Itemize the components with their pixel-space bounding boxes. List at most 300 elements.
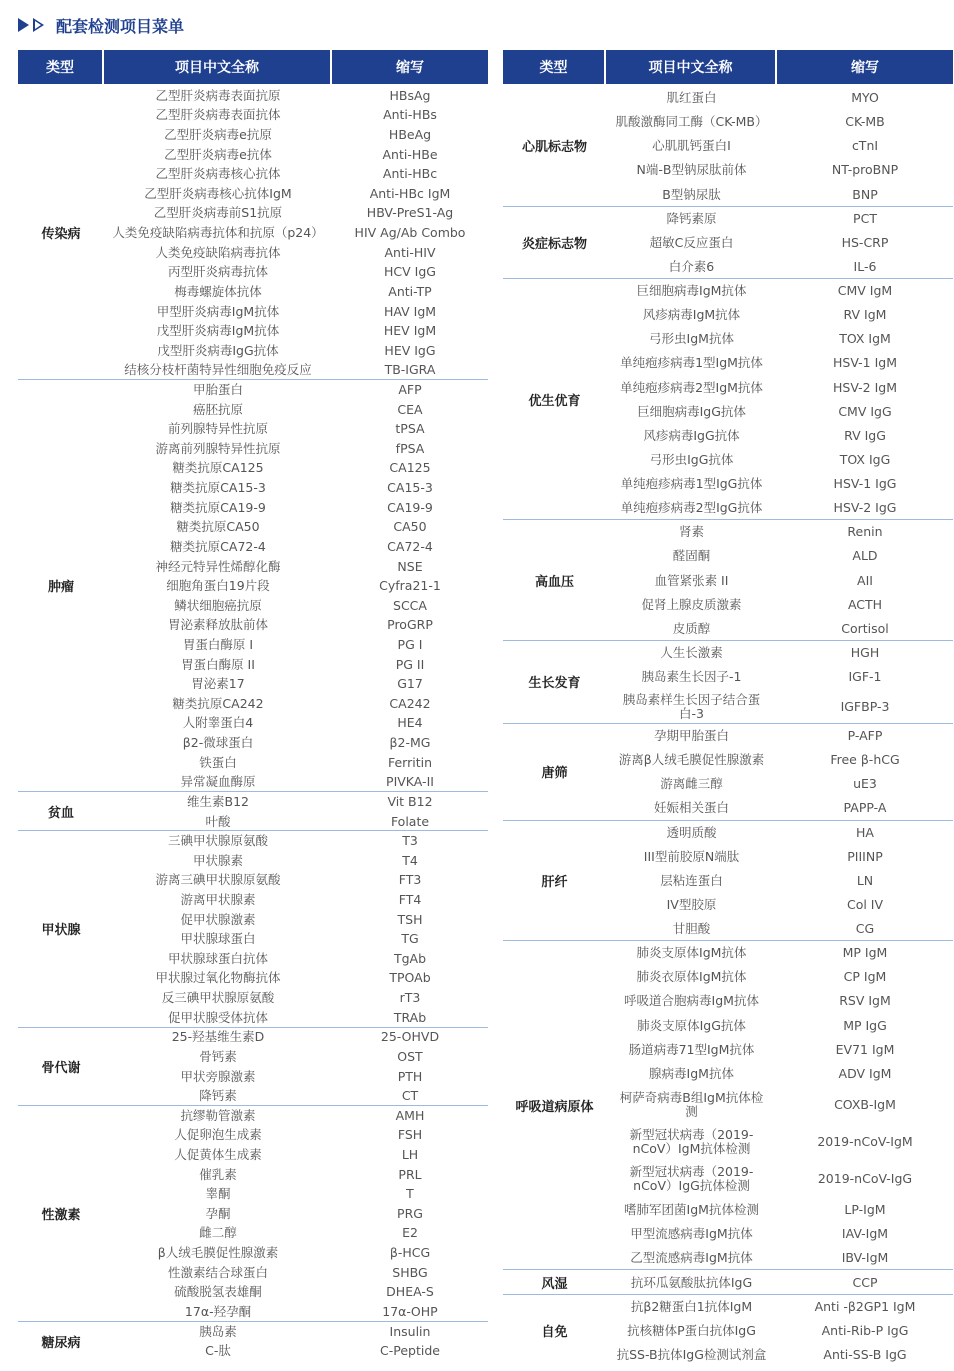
test-name: 胃泌素释放肽前体 <box>167 617 268 633</box>
test-name: 腺病毒IgM抗体 <box>649 1065 734 1081</box>
category-group <box>18 380 488 792</box>
test-abbr: PRG <box>397 1205 423 1221</box>
table-row <box>104 263 488 283</box>
table-row <box>606 869 953 893</box>
test-abbr: TOX IgM <box>839 331 891 347</box>
test-name: 肾素 <box>678 524 704 540</box>
test-abbr: tPSA <box>395 421 425 437</box>
test-name: 妊娠相关蛋白 <box>653 800 729 816</box>
table-row <box>606 989 953 1013</box>
test-abbr: PAPP-A <box>843 800 887 816</box>
table-row <box>104 1067 488 1087</box>
table-row <box>104 223 488 243</box>
table-row <box>606 748 953 772</box>
test-name: 甲状腺过氧化物酶抗体 <box>155 970 281 986</box>
test-name: 雌二醇 <box>199 1225 237 1241</box>
table-row <box>606 496 953 520</box>
table-row <box>606 1123 953 1160</box>
category-label: 心肌标志物 <box>521 140 587 156</box>
category-label: 贫血 <box>47 805 74 821</box>
test-abbr: C-Peptide <box>380 1343 440 1359</box>
table-row <box>104 1047 488 1067</box>
test-name: 抗环瓜氨酸肽抗体IgG <box>630 1274 753 1290</box>
test-name: 甲型肝炎病毒IgM抗体 <box>156 303 280 319</box>
table-row <box>104 871 488 891</box>
table-row <box>606 689 953 724</box>
right-test-table <box>503 50 953 1367</box>
category-group <box>503 86 953 207</box>
test-abbr: CA242 <box>389 695 431 711</box>
table-row <box>104 243 488 263</box>
test-name: 孕期甲胎蛋白 <box>653 728 729 744</box>
test-name: 促甲状腺激素 <box>180 911 256 927</box>
test-abbr: COXB-IgM <box>834 1096 896 1112</box>
test-name: 新型冠状病毒（2019-nCoV）IgM抗体检测 <box>629 1127 754 1157</box>
test-abbr: HS-CRP <box>841 234 889 250</box>
table-row <box>104 184 488 204</box>
test-abbr: LH <box>401 1147 419 1163</box>
test-name: 血管紧张素 II <box>654 572 729 588</box>
table-row <box>104 949 488 969</box>
table-row <box>104 674 488 694</box>
test-name: 糖类抗原CA19-9 <box>170 499 266 515</box>
test-abbr: SCCA <box>393 597 427 613</box>
test-abbr: TSH <box>397 911 423 927</box>
table-row <box>104 419 488 439</box>
table-row <box>606 617 953 641</box>
test-name: 白介素6 <box>668 258 715 274</box>
table-row <box>606 448 953 472</box>
test-name: B型钠尿肽 <box>662 186 721 202</box>
test-name: 25-羟基维生素D <box>171 1029 265 1045</box>
test-name: 肺炎衣原体IgM抗体 <box>636 969 747 985</box>
test-abbr: E2 <box>402 1225 418 1241</box>
test-name: 甲胎蛋白 <box>192 382 243 398</box>
table-row <box>104 773 488 793</box>
category-label: 自免 <box>541 1325 568 1341</box>
table-row <box>606 845 953 869</box>
test-name: 人类免疫缺陷病毒抗体 <box>155 244 281 260</box>
test-abbr: CA50 <box>393 519 427 535</box>
test-name: 乙型肝炎病毒表面抗原 <box>155 87 281 103</box>
test-abbr: 2019-nCoV-IgG <box>817 1171 913 1187</box>
test-abbr: LP-IgM <box>844 1202 886 1218</box>
test-abbr: β2-MG <box>389 735 431 751</box>
test-name: β2-微球蛋白 <box>182 735 254 751</box>
table-row <box>104 831 488 851</box>
test-abbr: IGF-1 <box>848 669 882 684</box>
test-abbr: rT3 <box>399 990 421 1006</box>
test-abbr: AFP <box>398 382 422 398</box>
test-name: 游离三碘甲状腺原氨酸 <box>155 872 281 888</box>
category-group <box>18 86 488 380</box>
test-abbr: FSH <box>397 1127 423 1143</box>
test-name: 乙型流感病毒IgM抗体 <box>630 1250 753 1266</box>
table-row <box>104 400 488 420</box>
test-name: 三碘甲状腺原氨酸 <box>167 833 268 849</box>
test-abbr: HCV IgG <box>384 264 436 280</box>
test-name: 胃蛋白酶原 I <box>182 637 254 653</box>
table-row <box>606 375 953 399</box>
test-name: 超敏C反应蛋白 <box>649 234 734 250</box>
category-label: 风湿 <box>541 1276 568 1292</box>
table-row <box>606 158 953 182</box>
test-abbr: Insulin <box>389 1323 431 1339</box>
test-name: 人生长激素 <box>660 644 723 660</box>
table-row <box>606 724 953 748</box>
test-abbr: PG I <box>397 637 423 653</box>
header-abbr: 缩写 <box>332 50 488 84</box>
test-abbr: HBsAg <box>389 87 431 103</box>
test-name: 肺炎支原体IgG抗体 <box>637 1017 746 1033</box>
table-row <box>606 772 953 796</box>
table-row <box>606 424 953 448</box>
table-row <box>606 821 953 845</box>
test-name: 醛固酮 <box>672 548 711 564</box>
table-row <box>104 106 488 126</box>
test-name: 人附睾蛋白4 <box>182 715 254 731</box>
table-row <box>606 1319 953 1343</box>
test-abbr: AII <box>857 572 873 588</box>
test-name: 异常凝血酶原 <box>180 774 256 790</box>
table-row <box>104 302 488 322</box>
test-abbr: HBeAg <box>388 127 432 143</box>
section-header <box>18 12 184 38</box>
category-group <box>18 1028 488 1106</box>
test-name: 乙型肝炎病毒e抗原 <box>164 127 272 143</box>
table-row <box>606 134 953 158</box>
table-row <box>104 361 488 381</box>
table-row <box>104 1028 488 1048</box>
category-group <box>503 724 953 820</box>
test-name: 新型冠状病毒（2019-nCoV）IgG抗体检测 <box>629 1164 754 1194</box>
category-group <box>503 941 953 1270</box>
test-name: 肌酸激酶同工酶（CK-MB） <box>615 114 768 130</box>
test-abbr: IAV-IgM <box>841 1226 889 1242</box>
test-name: 巨细胞病毒IgM抗体 <box>636 283 747 299</box>
table-row <box>606 893 953 917</box>
category-label: 高血压 <box>534 574 574 590</box>
table-row <box>104 655 488 675</box>
table-row <box>606 1062 953 1086</box>
test-abbr: LN <box>856 872 874 888</box>
test-name: 17α-羟孕酮 <box>184 1303 252 1319</box>
test-abbr: CMV IgM <box>837 283 893 299</box>
test-abbr: IL-6 <box>853 258 877 274</box>
test-name: 癌胚抗原 <box>192 401 243 417</box>
test-abbr: AMH <box>395 1107 425 1123</box>
test-name: 糖类抗原CA125 <box>172 460 264 476</box>
test-name: 糖类抗原CA50 <box>176 519 260 535</box>
table-row <box>606 1271 953 1295</box>
test-abbr: Free β-hCG <box>830 752 900 768</box>
table-row <box>104 145 488 165</box>
table-row <box>606 641 953 665</box>
table-row <box>606 1161 953 1198</box>
table-row <box>104 164 488 184</box>
table-row <box>104 1224 488 1244</box>
test-abbr: Ferritin <box>387 754 433 770</box>
test-abbr: β-HCG <box>389 1245 431 1261</box>
test-name: 游离雌三醇 <box>660 776 723 792</box>
table-row <box>104 1106 488 1126</box>
test-name: 甲型流感病毒IgM抗体 <box>630 1226 753 1242</box>
category-group <box>503 520 953 641</box>
category-label: 炎症标志物 <box>521 236 587 252</box>
table-row <box>104 125 488 145</box>
test-name: 嗜肺军团菌IgM抗体检测 <box>624 1202 759 1218</box>
test-abbr: P-AFP <box>847 728 883 744</box>
test-name: 单纯疱疹病毒2型IgM抗体 <box>620 379 763 395</box>
test-abbr: BNP <box>852 186 878 202</box>
category-group <box>503 207 953 279</box>
table-row <box>606 182 953 206</box>
test-name: 催乳素 <box>199 1166 237 1182</box>
test-abbr: HSV-2 IgM <box>833 379 897 395</box>
table-row <box>104 282 488 302</box>
table-row <box>104 596 488 616</box>
test-abbr: Renin <box>847 524 883 540</box>
table-row <box>104 1145 488 1165</box>
test-name: 单纯疱疹病毒1型IgM抗体 <box>620 355 763 371</box>
test-abbr: RSV IgM <box>839 993 891 1009</box>
test-abbr: HA <box>856 824 874 840</box>
table-row <box>104 1341 488 1361</box>
test-name: 巨细胞病毒IgG抗体 <box>637 403 746 419</box>
table-row <box>104 851 488 871</box>
test-abbr: CEA <box>397 401 423 417</box>
test-name: 睾酮 <box>205 1186 231 1202</box>
table-row <box>104 1322 488 1342</box>
test-abbr: Col IV <box>846 896 884 912</box>
test-name: 糖类抗原CA242 <box>172 695 264 711</box>
test-name: IV型胶原 <box>666 896 717 912</box>
test-abbr: ADV IgM <box>838 1065 892 1081</box>
test-abbr: CK-MB <box>845 114 885 130</box>
table-row <box>606 520 953 544</box>
table-row <box>104 616 488 636</box>
test-abbr: 2019-nCoV-IgM <box>817 1134 913 1150</box>
table-row <box>104 1243 488 1263</box>
test-abbr: IBV-IgM <box>841 1250 889 1266</box>
table-row <box>104 380 488 400</box>
test-name: 反三碘甲状腺原氨酸 <box>161 990 275 1006</box>
category-label: 优生优育 <box>528 393 581 409</box>
table-row <box>606 917 953 941</box>
test-abbr: EV71 IgM <box>835 1041 895 1057</box>
test-name: 风疹病毒IgM抗体 <box>642 307 741 323</box>
category-group <box>18 1106 488 1322</box>
test-abbr: CT <box>401 1088 419 1104</box>
test-name: 透明质酸 <box>666 824 717 840</box>
test-abbr: T <box>406 1186 414 1202</box>
table-row <box>104 1165 488 1185</box>
test-name: 糖类抗原CA15-3 <box>170 480 266 496</box>
header-name: 项目中文全称 <box>104 50 332 84</box>
test-name: 弓形虫IgG抗体 <box>649 451 734 467</box>
table-row <box>104 910 488 930</box>
table-row <box>606 941 953 965</box>
test-name: 甲状腺球蛋白抗体 <box>167 950 268 966</box>
table-row <box>606 665 953 689</box>
test-name: 维生素B12 <box>187 793 249 809</box>
test-abbr: MP IgM <box>842 945 888 961</box>
test-name: 铁蛋白 <box>199 754 237 770</box>
test-abbr: TOX IgG <box>839 451 891 467</box>
test-abbr: CG <box>855 921 875 937</box>
test-abbr: HAV IgM <box>383 303 437 319</box>
test-name: 甘胆酸 <box>672 921 711 937</box>
test-abbr: PRL <box>398 1166 422 1182</box>
test-name: 抗SS-B抗体IgG检测试剂盒 <box>616 1346 767 1362</box>
table-row <box>104 537 488 557</box>
table-row <box>104 753 488 773</box>
test-abbr: CP IgM <box>843 969 887 985</box>
test-abbr: NT-proBNP <box>831 162 899 178</box>
test-name: 心肌肌钙蛋白I <box>652 138 731 154</box>
test-abbr: CA19-9 <box>387 499 433 515</box>
table-row <box>606 1246 953 1270</box>
test-name: 乙型肝炎病毒核心抗体IgM <box>144 185 292 201</box>
table-row <box>104 439 488 459</box>
test-name: 胰岛素样生长因子结合蛋白-3 <box>622 691 761 721</box>
table-row <box>104 694 488 714</box>
table-row <box>104 969 488 989</box>
table-row <box>104 498 488 518</box>
test-abbr: HSV-1 IgG <box>833 476 897 492</box>
test-abbr: TG <box>401 931 419 947</box>
test-name: 促甲状腺受体抗体 <box>167 1009 268 1025</box>
test-abbr: 25-OHVD <box>380 1029 440 1045</box>
test-name: 乙型肝炎病毒核心抗体 <box>155 166 281 182</box>
table-row <box>104 1086 488 1106</box>
table-row <box>606 593 953 617</box>
test-name: 游离β人绒毛膜促性腺激素 <box>618 752 765 768</box>
test-name: 硫酸脱氢表雄酮 <box>174 1284 262 1300</box>
test-abbr: cTnI <box>851 138 879 154</box>
test-name: 胃蛋白酶原 II <box>181 656 255 672</box>
table-row <box>606 1295 953 1319</box>
table-row <box>104 1204 488 1224</box>
test-abbr: FT4 <box>398 892 422 908</box>
test-name: 骨钙素 <box>199 1048 237 1064</box>
test-abbr: CA125 <box>389 460 431 476</box>
test-abbr: PCT <box>853 210 877 226</box>
test-name: N端-B型钠尿肽前体 <box>636 162 747 178</box>
table-row <box>104 988 488 1008</box>
table-row <box>606 303 953 327</box>
category-label: 骨代谢 <box>41 1060 81 1076</box>
test-abbr: 17α-OHP <box>382 1303 438 1319</box>
table-row <box>606 568 953 592</box>
table-row <box>606 110 953 134</box>
test-abbr: Anti-HBe <box>382 146 438 162</box>
test-abbr: HSV-2 IgG <box>833 500 897 516</box>
test-name: 人促黄体生成素 <box>174 1147 262 1163</box>
test-name: β人绒毛膜促性腺激素 <box>157 1245 279 1261</box>
test-name: 甲状旁腺激素 <box>180 1068 256 1084</box>
test-name: 前列腺特异性抗原 <box>167 421 268 437</box>
test-name: 甲状腺素 <box>192 852 243 868</box>
test-name: 弓形虫IgM抗体 <box>649 331 734 347</box>
category-label: 肝纤 <box>541 874 568 890</box>
test-abbr: ProGRP <box>387 617 433 633</box>
category-label: 性激素 <box>41 1207 81 1223</box>
category-group <box>503 1271 953 1295</box>
test-abbr: Anti-SS-B IgG <box>823 1346 907 1362</box>
header-type: 类型 <box>503 50 606 84</box>
test-abbr: TgAb <box>393 950 427 966</box>
test-name: 游离甲状腺素 <box>180 892 256 908</box>
table-row <box>606 231 953 255</box>
test-abbr: MYO <box>851 90 879 106</box>
test-name: 人促卵泡生成素 <box>174 1127 262 1143</box>
table-row <box>606 279 953 303</box>
table-row <box>104 204 488 224</box>
test-abbr: ACTH <box>847 596 883 612</box>
table-row <box>606 1038 953 1062</box>
test-name: 叶酸 <box>205 813 231 829</box>
table-row <box>606 965 953 989</box>
category-group <box>503 279 953 520</box>
table-row <box>606 1343 953 1367</box>
category-group <box>18 792 488 831</box>
table-row <box>606 1086 953 1123</box>
test-abbr: Vit B12 <box>387 793 433 809</box>
test-name: 鳞状细胞癌抗原 <box>174 597 262 613</box>
table-row <box>104 341 488 361</box>
test-abbr: PG II <box>395 656 425 672</box>
test-name: 呼吸道合胞病毒IgM抗体 <box>624 993 759 1009</box>
table-row <box>104 1283 488 1303</box>
test-name: 乙型肝炎病毒e抗体 <box>164 146 272 162</box>
table-row <box>104 812 488 832</box>
test-abbr: Anti-TP <box>388 283 432 299</box>
table-row <box>606 544 953 568</box>
test-name: 戊型肝炎病毒IgM抗体 <box>156 323 280 339</box>
test-abbr: TB-IGRA <box>384 362 436 378</box>
table-row <box>606 351 953 375</box>
test-name: 胰岛素 <box>199 1323 237 1339</box>
test-name: 乙型肝炎病毒前S1抗原 <box>153 205 283 221</box>
test-abbr: HBV-PreS1-Ag <box>366 205 454 221</box>
test-abbr: PIIINP <box>847 848 883 864</box>
test-name: 单纯疱疹病毒2型IgG抗体 <box>620 500 763 516</box>
test-abbr: ALD <box>852 548 878 564</box>
category-label: 呼吸道病原体 <box>515 1099 594 1115</box>
test-name: 肌红蛋白 <box>666 90 717 106</box>
test-name: 梅毒螺旋体抗体 <box>174 283 262 299</box>
test-name: C-肽 <box>205 1343 231 1359</box>
table-row <box>606 400 953 424</box>
test-name: 甲状腺球蛋白 <box>180 931 256 947</box>
test-name: 降钙素 <box>199 1088 237 1104</box>
table-row <box>104 86 488 106</box>
category-group <box>503 641 953 724</box>
test-name: 戊型肝炎病毒IgG抗体 <box>157 342 279 358</box>
test-abbr: Anti-HIV <box>384 244 436 260</box>
test-name: 乙型肝炎病毒表面抗体 <box>155 107 281 123</box>
test-name: 风疹病毒IgG抗体 <box>643 427 740 443</box>
table-header <box>503 50 953 84</box>
test-name: 肠道病毒71型IgM抗体 <box>628 1041 755 1057</box>
table-row <box>606 86 953 110</box>
table-row <box>104 1126 488 1146</box>
page-title: 配套检测项目菜单 <box>56 16 185 36</box>
table-row <box>606 207 953 231</box>
test-name: 细胞角蛋白19片段 <box>166 578 270 594</box>
table-row <box>104 518 488 538</box>
